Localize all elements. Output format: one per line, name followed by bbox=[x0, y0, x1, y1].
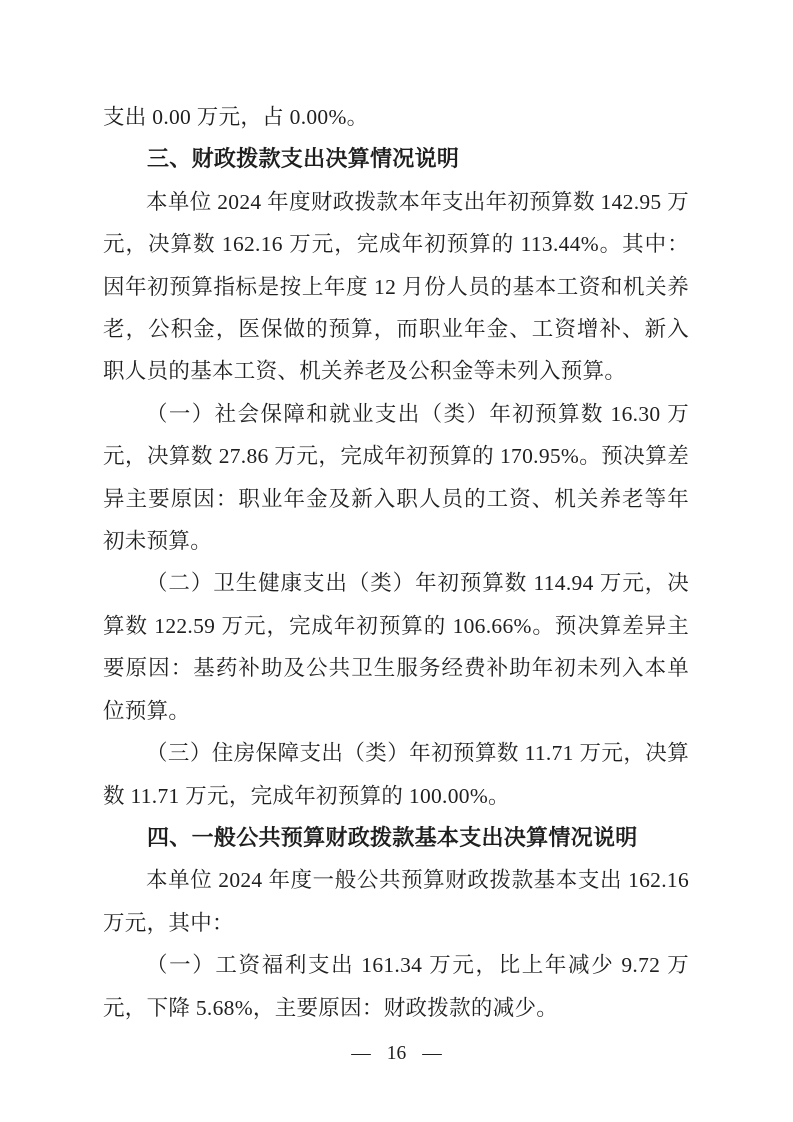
page-footer bbox=[0, 1043, 793, 1065]
paragraph-salary-welfare-expenditure: （一）工资福利支出 161.34 万元，比上年减少 9.72 万元，下降 5.68%，主要原因：财政拨款的减少。 bbox=[103, 953, 689, 1020]
footer-right-dash: — bbox=[422, 1043, 442, 1064]
section-heading-3: 三、财政拨款支出决算情况说明 bbox=[147, 146, 460, 172]
paragraph-health-expenditure: （二）卫生健康支出（类）年初预算数 114.94 万元，决算数 122.59 万元，完成年初预算的 106.66%。预决算差异主要原因：基药补助及公共卫生服务经费补助年初未列入本单位预算。 bbox=[103, 571, 689, 723]
paragraph-fiscal-appropriation-summary: 本单位 2024 年度财政拨款本年支出年初预算数 142.95 万元，决算数 162.16 万元，完成年初预算的 113.44%。其中：因年初预算指标是按上年度 12 月份人员的基本工资和机关养老，公积金，医保做的预算，而职业年金、工资增补、新入职人员的基本工资、机关养老及公积金等未列入预算。 bbox=[103, 189, 689, 384]
paragraph-housing-expenditure: （三）住房保障支出（类）年初预算数 11.71 万元，决算数 11.71 万元，完成年初预算的 100.00%。 bbox=[103, 741, 689, 808]
paragraph-basic-expenditure-summary: 本单位 2024 年度一般公共预算财政拨款基本支出 162.16 万元，其中： bbox=[103, 868, 689, 935]
document-body bbox=[103, 96, 689, 1029]
page-number: 16 bbox=[386, 1043, 407, 1064]
footer-left-dash: — bbox=[351, 1043, 371, 1064]
section-heading-4: 四、一般公共预算财政拨款基本支出决算情况说明 bbox=[147, 824, 638, 850]
paragraph-social-security-expenditure: （一）社会保障和就业支出（类）年初预算数 16.30 万元，决算数 27.86 万元，完成年初预算的 170.95%。预决算差异主要原因：职业年金及新入职人员的工资、机关养老等年初未预算。 bbox=[103, 401, 689, 554]
paragraph-continuation: 支出 0.00 万元，占 0.00%。 bbox=[103, 105, 369, 129]
